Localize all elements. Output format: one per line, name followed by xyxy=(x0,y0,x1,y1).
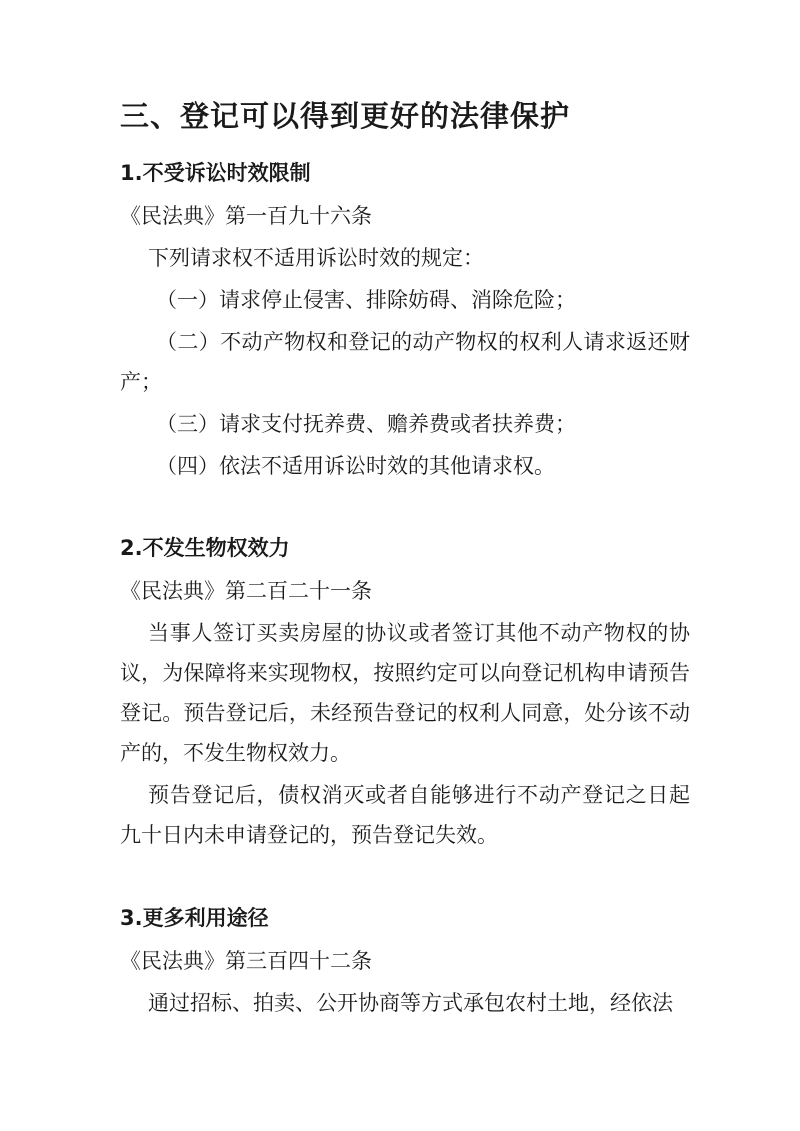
document-title: 三、登记可以得到更好的法律保护 xyxy=(120,99,571,133)
section-2-paragraph-2: 预告登记后，债权消灭或者自能够进行不动产登记之日起九十日内未申请登记的，预告登记失效。 xyxy=(120,783,690,847)
section-1-law-ref: 《民法典》第一百九十六条 xyxy=(120,204,372,228)
section-1-item-2: （二）不动产物权和登记的动产物权的权利人请求返还财产； xyxy=(120,330,690,394)
section-2 xyxy=(120,528,690,855)
section-1-item-3: （三）请求支付抚养费、赡养费或者扶养费； xyxy=(156,412,576,436)
section-3-paragraph-1: 通过招标、拍卖、公开协商等方式承包农村土地，经依法 xyxy=(148,991,673,1015)
section-3-heading: 3.更多利用途径 xyxy=(120,906,269,930)
section-3 xyxy=(120,898,690,1023)
section-1-intro: 下列请求权不适用诉讼时效的规定： xyxy=(148,246,484,270)
section-2-paragraph-1: 当事人签订买卖房屋的协议或者签订其他不动产物权的协议，为保障将来实现物权，按照约定可以向登记机构申请预告登记。预告登记后，未经预告登记的权利人同意，处分该不动产的，不发生物权效力。 xyxy=(120,621,690,765)
section-1-item-1: （一）请求停止侵害、排除妨碍、消除危险； xyxy=(156,288,576,312)
section-2-heading: 2.不发生物权效力 xyxy=(120,536,290,560)
section-2-law-ref: 《民法典》第二百二十一条 xyxy=(120,579,372,603)
section-1 xyxy=(120,153,690,486)
section-1-item-4: （四）依法不适用诉讼时效的其他请求权。 xyxy=(156,454,555,478)
section-1-heading: 1.不受诉讼时效限制 xyxy=(120,161,311,185)
section-3-law-ref: 《民法典》第三百四十二条 xyxy=(120,949,372,973)
